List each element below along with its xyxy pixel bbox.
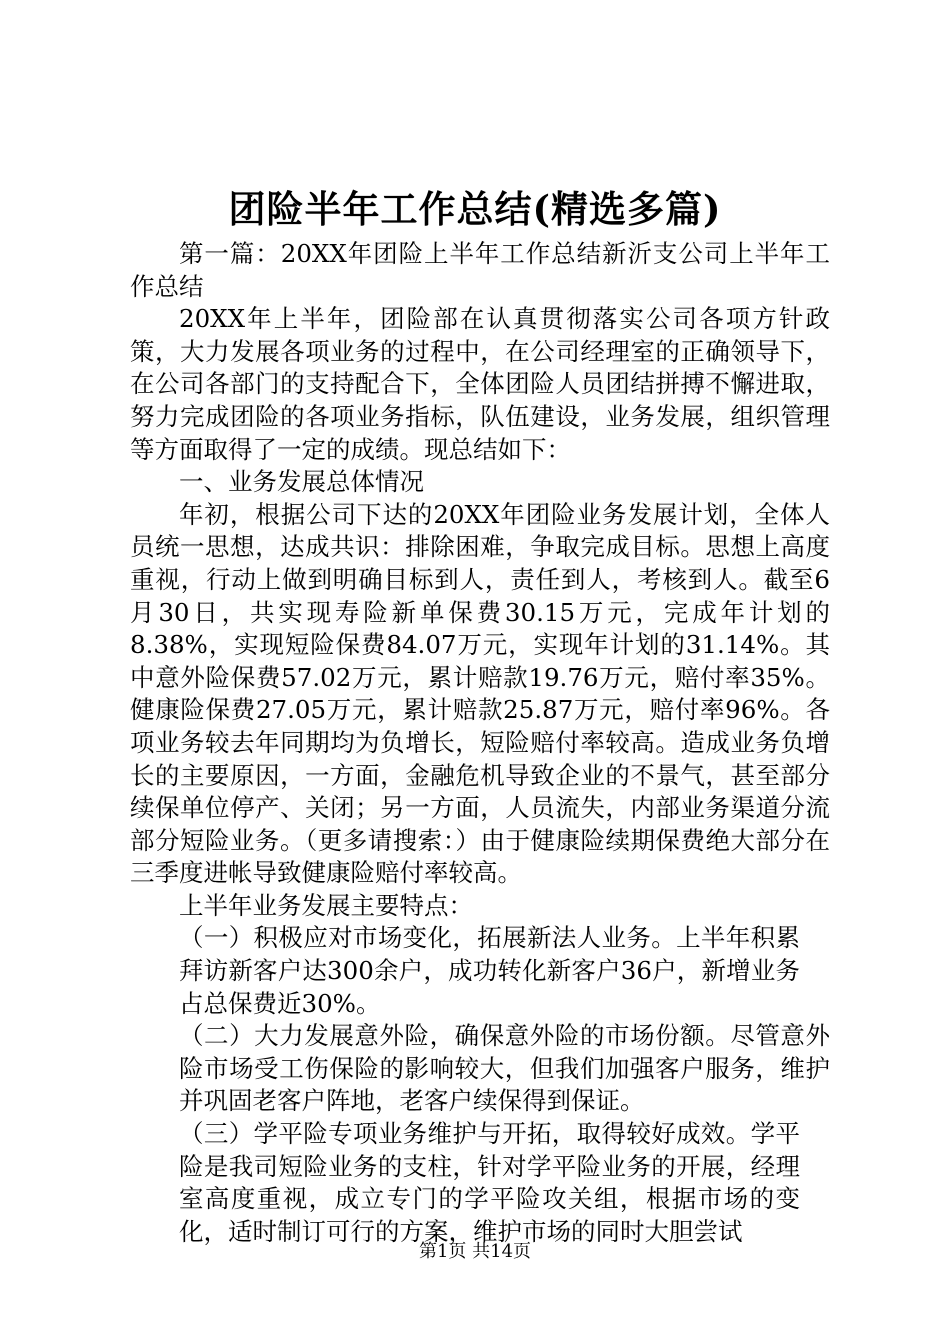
intro-paragraph: 20XX年上半年，团险部在认真贯彻落实公司各项方针政策，大力发展各项业务的过程中，在公司经理室的正确领导下，在公司各部门的支持配合下，全体团险人员团结拼搏不懈进取，努力完成团险的各项业务指标，队伍建设，业务发展，组织管理等方面取得了一定的成绩。现总结如下： <box>130 304 830 464</box>
overall-paragraph: 年初，根据公司下达的20XX年团险业务发展计划，全体人员统一思想，达成共识：排除困难，争取完成目标。思想上高度重视，行动上做到明确目标到人，责任到人，考核到人。截至6月30日，共实现寿险新单保费30.15万元，完成年计划的8.38%，实现短险保费84.07万元，实现年计划的31.14%。其中意外险保费57.02万元，累计赔款19.76万元，赔付率35%。健康险保费27.05万元，累计赔款25.87万元，赔付率96%。各项业务较去年同期均为负增长，短险赔付率较高。造成业务负增长的主要原因，一方面，金融危机导致企业的不景气，甚至部分续保单位停产、关闭；另一方面，人员流失，内部业务渠道分流部分短险业务。（更多请搜索：）由于健康险续期保费绝大部分在三季度进帐导致健康险赔付率较高。 <box>130 499 830 888</box>
document-title: 团险半年工作总结(精选多篇) <box>228 187 722 231</box>
section-heading-overall: 一、业务发展总体情况 <box>179 467 424 497</box>
feature-item-3: （三）学平险专项业务维护与开拓，取得较好成效。学平险是我司短险业务的支柱，针对学平险业务的开展，经理室高度重视，成立专门的学平险攻关组，根据市场的变化，适时制订可行的方案，维护市场的同时大胆尝试 <box>179 1119 800 1246</box>
feature-item-2: （二）大力发展意外险，确保意外险的市场份额。尽管意外险市场受工伤保险的影响较大，但我们加强客户服务，维护并巩固老客户阵地，老客户续保得到保证。 <box>179 1021 830 1116</box>
section-heading-first-part: 第一篇：20XX年团险上半年工作总结新沂支公司上半年工作总结 <box>130 239 830 301</box>
features-heading: 上半年业务发展主要特点： <box>179 890 473 920</box>
page-number-footer: 第1页 共14页 <box>418 1241 532 1262</box>
document-body <box>130 238 830 1248</box>
feature-item-1: （一）积极应对市场变化，拓展新法人业务。上半年积累拜访新客户达300余户，成功转化新客户36户，新增业务占总保费近30%。 <box>179 923 800 1018</box>
